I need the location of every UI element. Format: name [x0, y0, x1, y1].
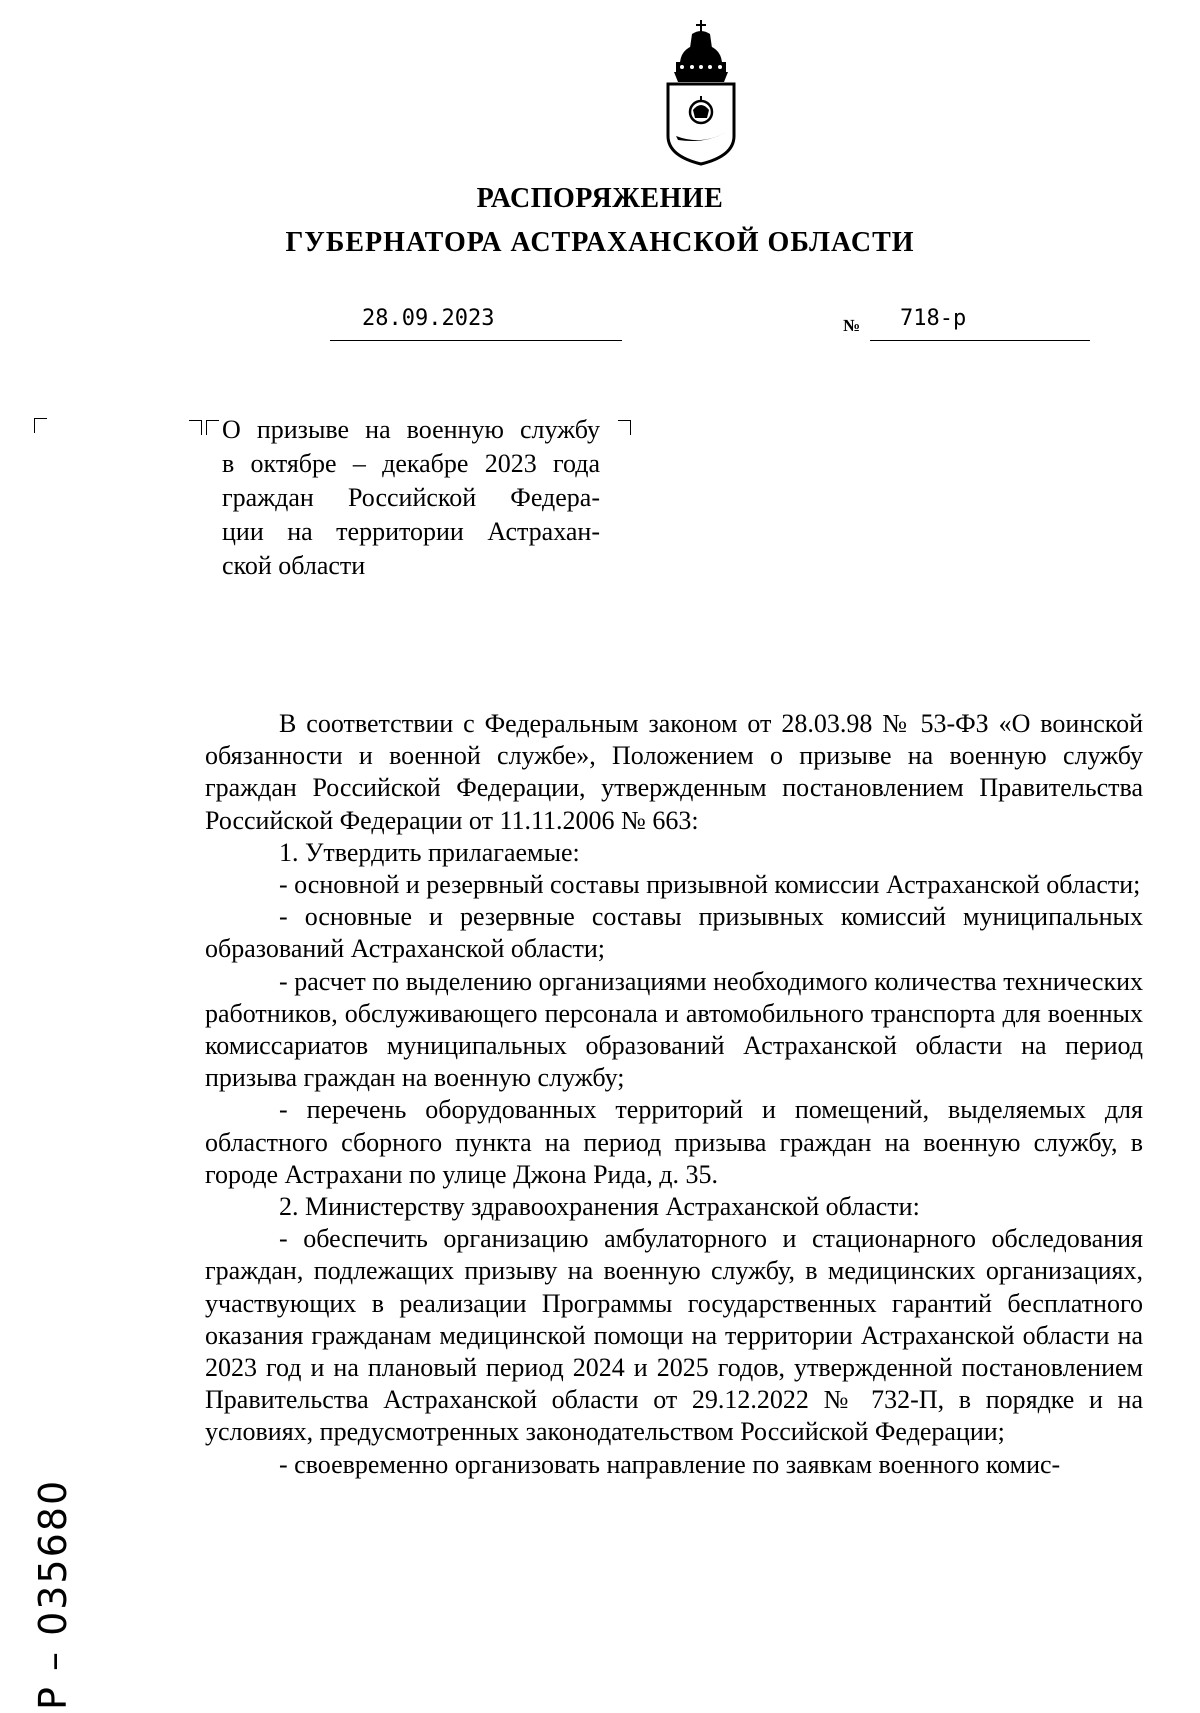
subject-corner-mark: [618, 420, 631, 435]
subject-line: О призыве на военную службу: [222, 415, 600, 444]
number-field: [870, 306, 1090, 341]
body-paragraph: - обеспечить организацию амбулаторного и стационарного обследования граждан, подлежащих призыву на военную службу, в медицинских организациях, участвующих в реализации Программы государственных гарантий бесплатного оказания гражданам медицинской помощи на территории Астраханской области на 2023 год и на плановый период 2024 и 2025 годов, утвержденной постановлением Правительства Астраханской области от 29.12.2022 № 732-П, в порядке и на условиях, предусмотренных законодательством Российской Федерации;: [205, 1224, 1143, 1447]
document-date: 28.09.2023: [362, 306, 495, 331]
document-subject: [222, 413, 600, 583]
body-paragraph: - перечень оборудованных территорий и помещений, выделяемых для областного сборного пункта на период призыва граждан на военную службу, в городе Астрахани по улице Джона Рида, д. 35.: [205, 1095, 1143, 1189]
coat-of-arms-icon: [662, 18, 740, 168]
margin-corner-mark: [34, 418, 47, 433]
number-sign: №: [843, 316, 861, 335]
subject-corner-mark: [206, 420, 219, 435]
date-field: [330, 306, 622, 341]
subject-corner-mark: [189, 420, 202, 435]
subject-line: в октябре – декабре 2023 года: [222, 449, 600, 478]
body-paragraph: 1. Утвердить прилагаемые:: [279, 837, 580, 867]
body-paragraph: - основной и резервный составы призывной комиссии Астраханской области;: [279, 870, 1141, 900]
document-title: РАСПОРЯЖЕНИЕ: [476, 183, 724, 214]
body-paragraph: - основные и резервные составы призывных комиссий муниципальных образований Астраханской области;: [205, 902, 1143, 964]
document-number: 718-р: [900, 306, 967, 331]
document-body: [205, 708, 1143, 1481]
body-paragraph: В соответствии с Федеральным законом от 28.03.98 № 53-ФЗ «О воинской обязанности и военной службе», Положением о призыве на военную службу граждан Российской Федерации, утвержденным постановлением Правительства Российской Федерации от 11.11.2006 № 663:: [205, 709, 1143, 835]
registration-stamp: [25, 1478, 85, 1710]
subject-line: ции на территории Астрахан-: [222, 517, 600, 546]
body-paragraph: - расчет по выделению организациями необходимого количества технических работников, обслуживающего персонала и автомобильного транспорта для военных комиссариатов муниципальных образований Астраханской области на период призыва граждан на военную службу;: [205, 966, 1143, 1093]
registration-number: Р – 035680: [31, 1478, 75, 1710]
subject-line: ской области: [222, 551, 366, 580]
subject-line: граждан Российской Федера-: [222, 483, 600, 512]
body-paragraph: 2. Министерству здравоохранения Астраханской области:: [279, 1192, 920, 1222]
issuer-title: ГУБЕРНАТОРА АСТРАХАНСКОЙ ОБЛАСТИ: [285, 227, 915, 258]
body-paragraph: - своевременно организовать направление по заявкам военного комис-: [279, 1449, 1061, 1479]
